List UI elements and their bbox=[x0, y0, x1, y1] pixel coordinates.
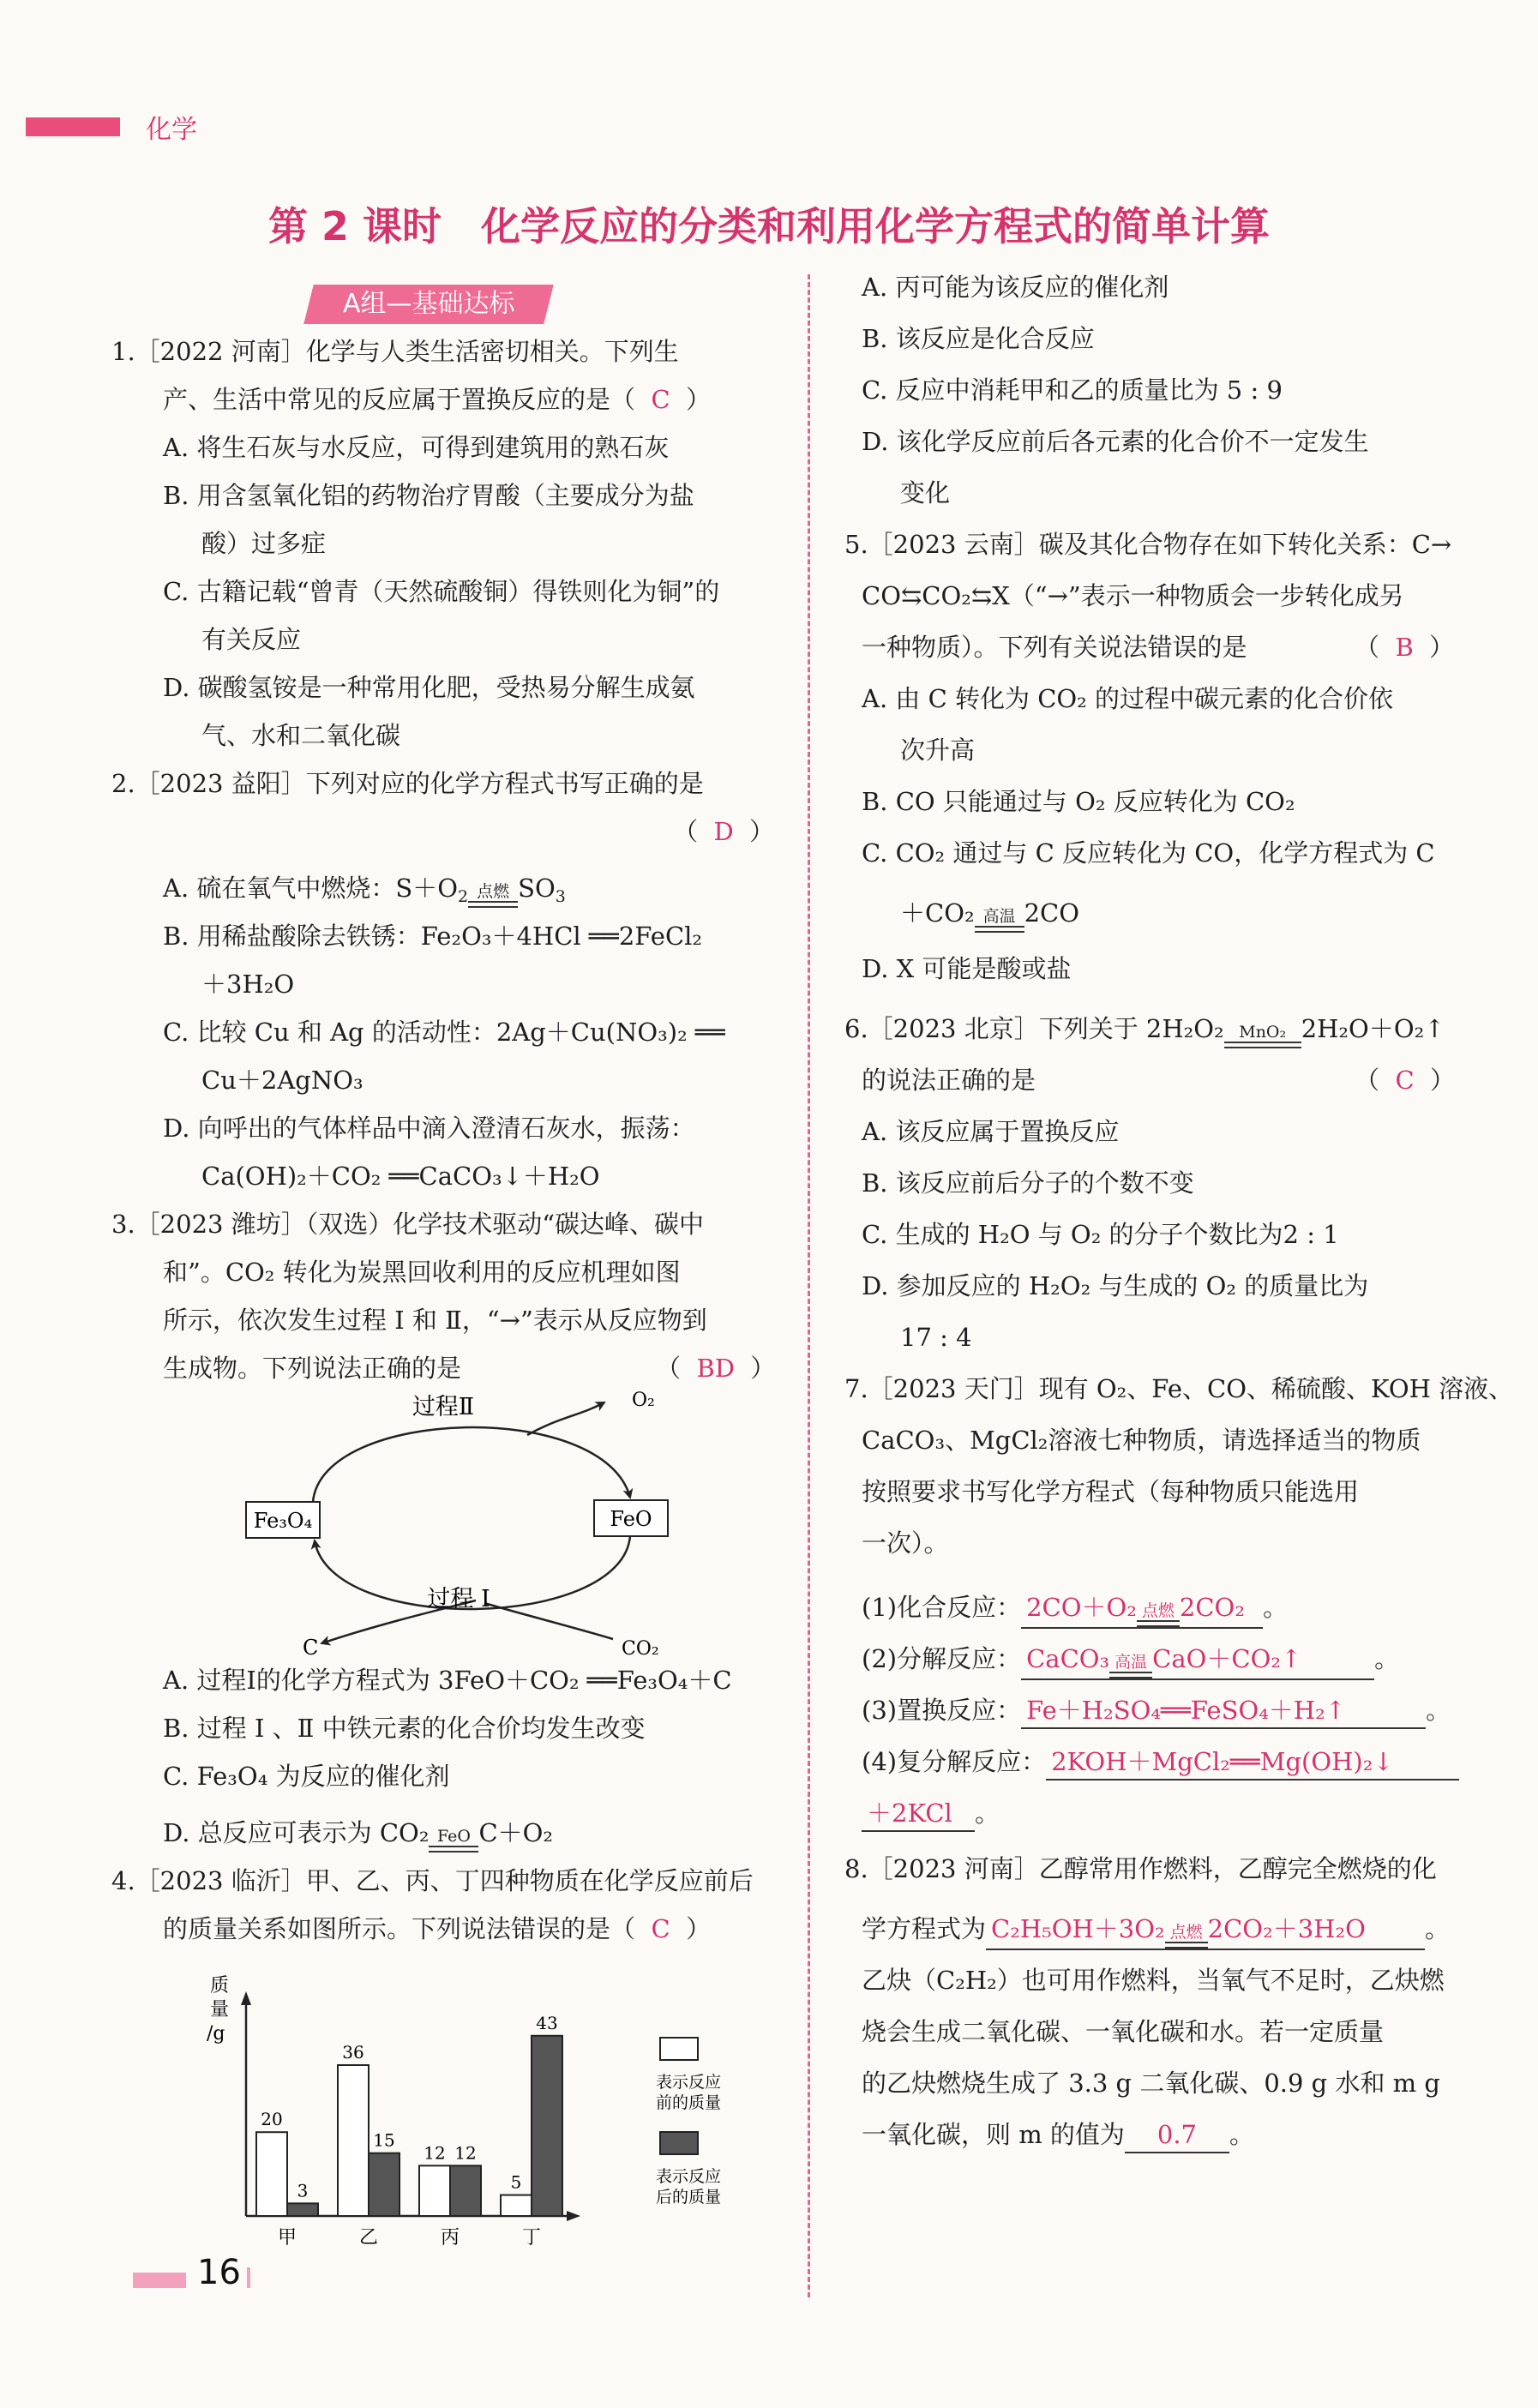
q3-label-process2: 过程Ⅱ bbox=[412, 1394, 475, 1420]
q7-stem-2: CaCO₃、MgCl₂溶液七种物质，请选择适当的物质 bbox=[862, 1426, 1421, 1455]
q7-s1-label: (1)化合反应： bbox=[862, 1593, 1022, 1622]
q5-option-a-2: 次升高 bbox=[900, 736, 976, 765]
legend-swatch-before bbox=[660, 2038, 698, 2060]
q3-option-b: B. 过程 Ⅰ 、Ⅱ 中铁元素的化合价均发生改变 bbox=[163, 1714, 646, 1743]
q3-stem-2: 和”。CO₂ 转化为炭黑回收利用的反应机理如图 bbox=[163, 1258, 681, 1287]
q7-s2-post: CaO＋CO₂↑ bbox=[1152, 1644, 1302, 1673]
bar-label-before-3: 5 bbox=[510, 2171, 522, 2193]
q8-period-2: 。 bbox=[1229, 2120, 1254, 2149]
q1-option-b-2: 酸）过多症 bbox=[201, 529, 327, 558]
q5-stem-2: CO⇆CO₂⇆X（“→”表示一种物质会一步转化成另 bbox=[862, 581, 1404, 610]
q1-option-a: A. 将生石灰与水反应，可得到建筑用的熟石灰 bbox=[163, 433, 670, 462]
q3-arrow-co2 bbox=[484, 1603, 613, 1639]
q2-option-b-1: B. 用稀盐酸除去铁锈：Fe₂O₃＋4HCl ══2FeCl₂ bbox=[163, 922, 703, 951]
q2-a-post: SO bbox=[518, 874, 556, 903]
q4-stem-2-text: 的质量关系如图所示。下列说法错误的是（ bbox=[163, 1914, 636, 1943]
q4-option-d-2: 变化 bbox=[900, 478, 951, 507]
q6-cond-text: MnO₂ bbox=[1239, 1023, 1287, 1042]
q8-l2-text: 学方程式为 bbox=[862, 1914, 987, 1943]
category-label-2: 丙 bbox=[440, 2227, 460, 2249]
q7-s2-cond-text: 高温 bbox=[1114, 1653, 1148, 1672]
bar-label-after-0: 3 bbox=[297, 2180, 309, 2201]
q7-sub-4-cont bbox=[862, 1796, 1000, 1832]
q1-option-c-1: C. 古籍记载“曾青（天然硫酸铜）得铁则化为铜”的 bbox=[163, 577, 720, 606]
bar-before-0 bbox=[256, 2132, 287, 2216]
q3-d-pre: D. 总反应可表示为 CO₂ bbox=[163, 1818, 430, 1847]
q6-stem-1 bbox=[844, 1012, 1445, 1048]
q2-a-pre: A. 硫在氧气中燃烧：S＋O bbox=[163, 874, 459, 903]
q6-option-a: A. 该反应属于置换反应 bbox=[862, 1117, 1120, 1146]
q4-close: ） bbox=[686, 1914, 712, 1943]
q1-option-b-1: B. 用含氢氧化铝的药物治疗胃酸（主要成分为盐 bbox=[163, 481, 694, 510]
q7-s3-answer: Fe＋H₂SO₄══FeSO₄＋H₂↑ bbox=[1021, 1693, 1426, 1729]
q7-s3-period: 。 bbox=[1426, 1696, 1451, 1725]
q1-stem-2 bbox=[163, 382, 711, 417]
q1-stem-2-text: 产、生活中常见的反应属于置换反应的是（ bbox=[163, 385, 636, 414]
q8-period-1: 。 bbox=[1425, 1914, 1451, 1943]
legend-after-1: 表示反应 bbox=[656, 2167, 722, 2186]
bar-after-1 bbox=[369, 2153, 400, 2216]
q3-label-c: C bbox=[303, 1636, 319, 1660]
q8-stem-5: 的乙炔燃烧生成了 3.3 g 二氧化碳、0.9 g 水和 m g bbox=[862, 2069, 1440, 2098]
q2-option-a: A. 硫在氧气中燃烧：$S+O_2$ 点燃 $SO_3$ bbox=[163, 874, 566, 906]
legend-before-2: 前的质量 bbox=[656, 2093, 722, 2112]
q7-s1-pre: 2CO＋O₂ bbox=[1026, 1593, 1137, 1622]
q3-cycle-diagram bbox=[244, 1382, 724, 1665]
q3-d-cond-text: FeO bbox=[436, 1827, 471, 1846]
legend-after-2: 后的质量 bbox=[656, 2188, 722, 2207]
q2-option-c-2: Cu＋2AgNO₃ bbox=[201, 1066, 363, 1095]
q7-s1-condition bbox=[1137, 1603, 1180, 1627]
q2-option-d-2: Ca(OH)₂＋CO₂ ══CaCO₃↓＋H₂O bbox=[201, 1162, 600, 1191]
q3-answer-paren: （ BD ） bbox=[656, 1354, 776, 1383]
q7-sub-2 bbox=[862, 1642, 1399, 1680]
bar-label-before-2: 12 bbox=[424, 2142, 446, 2164]
q5-stem-3: 一种物质）。下列有关说法错误的是 bbox=[862, 633, 1247, 662]
q8-stem-3: 乙炔（C₂H₂）也可用作燃料，当氧气不足时，乙炔燃 bbox=[862, 1966, 1445, 1995]
q2-a-condition bbox=[468, 884, 518, 908]
q4-answer: C bbox=[651, 1914, 670, 1943]
q2-option-b-2: ＋3H₂O bbox=[201, 970, 295, 999]
q6-option-c: C. 生成的 H₂O 与 O₂ 的分子个数比为2 : 1 bbox=[862, 1220, 1339, 1249]
chart-ylabel-2: 量 bbox=[210, 1999, 230, 2021]
q3-option-c: C. Fe₃O₄ 为反应的催化剂 bbox=[163, 1762, 450, 1791]
section-banner bbox=[303, 285, 553, 324]
q5-option-d: D. X 可能是酸或盐 bbox=[862, 954, 1072, 983]
chart-bars bbox=[256, 2013, 562, 2249]
q3-arrow-o2 bbox=[527, 1402, 604, 1435]
q3-option-d bbox=[163, 1816, 553, 1853]
chart-x-arrow bbox=[567, 2211, 580, 2221]
q5-option-a-1: A. 由 C 转化为 CO₂ 的过程中碳元素的化合价依 bbox=[862, 684, 1394, 713]
q2-option-d-1: D. 向呼出的气体样品中滴入澄清石灰水，振荡： bbox=[163, 1114, 695, 1143]
q3-d-condition bbox=[429, 1829, 478, 1853]
bar-label-after-2: 12 bbox=[454, 2142, 477, 2164]
q3-stem-1: 3.［2023 潍坊］（双选）化学技术驱动“碳达峰、碳中 bbox=[111, 1210, 705, 1239]
q7-stem-3: 按照要求书写化学方程式（每种物质只能选用 bbox=[862, 1477, 1360, 1506]
page-number-bar bbox=[133, 2273, 186, 2288]
bar-before-2 bbox=[419, 2165, 450, 2216]
q6-pre: 6.［2023 北京］下列关于 2H₂O₂ bbox=[844, 1014, 1224, 1043]
q2-stem: 2.［2023 益阳］下列对应的化学方程式书写正确的是 bbox=[111, 769, 704, 798]
q5-c2-post: 2CO bbox=[1024, 898, 1080, 928]
q6-post: 2H₂O＋O₂↑ bbox=[1301, 1014, 1445, 1043]
q7-s2-condition bbox=[1109, 1654, 1152, 1678]
q6-condition bbox=[1224, 1024, 1301, 1048]
q4-stem-1: 4.［2023 临沂］甲、乙、丙、丁四种物质在化学反应前后 bbox=[111, 1866, 754, 1895]
q8-stem-2 bbox=[862, 1912, 1450, 1950]
chart-ylabel-1: 质 bbox=[210, 1975, 230, 1997]
q7-s1-answer bbox=[1021, 1590, 1263, 1629]
q5-c2-condition bbox=[975, 909, 1024, 933]
category-label-3: 丁 bbox=[521, 2227, 542, 2249]
q7-sub-1 bbox=[862, 1590, 1288, 1629]
q8-l6-text: 一氧化碳，则 m 的值为 bbox=[862, 2120, 1125, 2149]
q5-option-c-2 bbox=[900, 896, 1079, 933]
q7-s2-answer bbox=[1021, 1642, 1374, 1680]
q2-answer-paren: （ D ） bbox=[673, 817, 775, 846]
q5-c2-pre: ＋CO₂ bbox=[900, 898, 975, 928]
q4-option-c: C. 反应中消耗甲和乙的质量比为 5 : 9 bbox=[862, 375, 1283, 405]
q3-stem-3: 所示，依次发生过程 Ⅰ 和 Ⅱ，“→”表示从反应物到 bbox=[163, 1306, 707, 1335]
q4-bar-chart bbox=[193, 1967, 810, 2250]
bar-after-3 bbox=[532, 2036, 562, 2216]
q6-answer-paren: （ C ） bbox=[1355, 1066, 1456, 1095]
bar-label-after-1: 15 bbox=[373, 2129, 395, 2151]
q8-stem-1: 8.［2023 河南］乙醇常用作燃料，乙醇完全燃烧的化 bbox=[844, 1854, 1437, 1883]
chart-y-arrow bbox=[241, 1991, 251, 2005]
q5-c2-cond-text: 高温 bbox=[982, 907, 1016, 926]
q3-label-fe3o4: Fe₃O₄ bbox=[253, 1509, 313, 1533]
q3-stem-4: 生成物。下列说法正确的是 bbox=[163, 1354, 462, 1383]
q5-answer-paren: （ B ） bbox=[1355, 633, 1455, 662]
page-title: 第 2 课时 化学反应的分类和利用化学方程式的简单计算 bbox=[267, 203, 1271, 249]
q8-ans-pre: C₂H₅OH＋3O₂ bbox=[991, 1914, 1165, 1943]
q7-s1-cond-text: 点燃 bbox=[1141, 1601, 1175, 1620]
page-number-tick bbox=[247, 2267, 250, 2288]
q7-s2-period: 。 bbox=[1374, 1644, 1400, 1673]
q7-s1-period: 。 bbox=[1263, 1593, 1289, 1622]
q1-answer: C bbox=[651, 385, 670, 414]
subject-label: 化学 bbox=[146, 115, 197, 145]
q3-label-process1: 过程 Ⅰ bbox=[427, 1586, 490, 1612]
q3-label-co2: CO₂ bbox=[622, 1638, 659, 1660]
q5-option-b: B. CO 只能通过与 O₂ 反应转化为 CO₂ bbox=[862, 787, 1295, 816]
bar-label-before-0: 20 bbox=[261, 2109, 283, 2130]
q2-option-c-1: C. 比较 Cu 和 Ag 的活动性：2Ag＋Cu(NO₃)₂ ══ bbox=[163, 1018, 725, 1047]
q3-d-post: C＋O₂ bbox=[478, 1818, 554, 1847]
q1-close: ） bbox=[686, 385, 712, 414]
q1-stem-1: 1.［2022 河南］化学与人类生活密切相关。下列生 bbox=[111, 337, 679, 366]
bar-before-1 bbox=[338, 2065, 369, 2216]
q8-stem-6 bbox=[862, 2117, 1254, 2153]
q7-stem-4: 一次）。 bbox=[862, 1528, 949, 1558]
q5-answer: B bbox=[1395, 633, 1414, 662]
q3-label-o2: O₂ bbox=[632, 1390, 655, 1411]
q7-s2-pre: CaCO₃ bbox=[1026, 1644, 1110, 1673]
chart-ylabel-3: /g bbox=[207, 2023, 225, 2045]
q7-s4-answer-2: ＋2KCl bbox=[862, 1796, 975, 1832]
bar-label-before-1: 36 bbox=[342, 2042, 364, 2063]
page-number: 16 bbox=[197, 2253, 241, 2292]
q7-s4-period: 。 bbox=[975, 1798, 1000, 1828]
category-label-0: 甲 bbox=[277, 2227, 297, 2249]
q2-answer: D bbox=[713, 817, 734, 846]
q7-s3-label: (3)置换反应： bbox=[862, 1696, 1022, 1725]
q6-stem-2: 的说法正确的是 bbox=[862, 1066, 1036, 1095]
q8-answer-m: 0.7 bbox=[1125, 2117, 1229, 2153]
q2-a-cond-text: 点燃 bbox=[477, 882, 510, 901]
q4-option-d-1: D. 该化学反应前后各元素的化合价不一定发生 bbox=[862, 427, 1369, 456]
q8-answer-equation bbox=[986, 1912, 1425, 1950]
q4-stem-2 bbox=[163, 1912, 711, 1946]
q3-arc-top bbox=[313, 1427, 630, 1502]
q7-s2-label: (2)分解反应： bbox=[862, 1644, 1022, 1673]
bar-label-after-3: 43 bbox=[536, 2012, 558, 2033]
q4-option-a: A. 丙可能为该反应的催化剂 bbox=[862, 273, 1169, 302]
q5-option-c-1: C. CO₂ 通过与 C 反应转化为 CO，化学方程式为 C bbox=[862, 838, 1435, 868]
bar-after-2 bbox=[450, 2165, 481, 2216]
q3-answer: BD bbox=[696, 1354, 735, 1383]
q7-s1-post: 2CO₂ bbox=[1179, 1593, 1245, 1622]
q7-stem-1: 7.［2023 天门］现有 O₂、Fe、CO、稀硫酸、KOH 溶液、 bbox=[844, 1374, 1514, 1403]
subject-bar bbox=[26, 117, 120, 136]
q5-stem-1: 5.［2023 云南］碳及其化合物存在如下转化关系：C→ bbox=[844, 530, 1452, 559]
q1-option-d-2: 气、水和二氧化碳 bbox=[201, 721, 401, 750]
q1-option-c-2: 有关反应 bbox=[201, 625, 302, 654]
q7-sub-3 bbox=[862, 1693, 1451, 1729]
bar-before-3 bbox=[501, 2195, 532, 2216]
q6-option-d-1: D. 参加反应的 H₂O₂ 与生成的 O₂ 的质量比为 bbox=[862, 1271, 1369, 1300]
q7-s4-label: (4)复分解反应： bbox=[862, 1747, 1047, 1776]
q7-s4-answer-1: 2KOH＋MgCl₂══Mg(OH)₂↓ bbox=[1046, 1744, 1459, 1780]
q4-option-b: B. 该反应是化合反应 bbox=[862, 324, 1095, 353]
category-label-1: 乙 bbox=[358, 2227, 379, 2249]
bar-after-0 bbox=[287, 2203, 318, 2216]
q8-ans-condition bbox=[1165, 1925, 1208, 1949]
q8-ans-cond-text: 点燃 bbox=[1169, 1923, 1203, 1942]
section-banner-text: A组—基础达标 bbox=[342, 289, 515, 319]
q7-sub-4 bbox=[862, 1744, 1459, 1780]
q6-answer: C bbox=[1395, 1066, 1415, 1095]
legend-before-1: 表示反应 bbox=[656, 2073, 722, 2092]
q8-ans-post: 2CO₂＋3H₂O bbox=[1207, 1914, 1366, 1943]
q1-option-d-1: D. 碳酸氢铵是一种常用化肥，受热易分解生成氨 bbox=[163, 673, 695, 702]
q3-label-feo: FeO bbox=[610, 1507, 652, 1531]
q6-option-d-2: 17 : 4 bbox=[900, 1323, 972, 1352]
q6-option-b: B. 该反应前后分子的个数不变 bbox=[862, 1168, 1194, 1198]
legend-swatch-after bbox=[660, 2132, 698, 2154]
q8-stem-4: 烧会生成二氧化碳、一氧化碳和水。若一定质量 bbox=[862, 2017, 1385, 2046]
q3-option-a: A. 过程Ⅰ的化学方程式为 3FeO＋CO₂ ══Fe₃O₄＋C bbox=[163, 1666, 732, 1695]
